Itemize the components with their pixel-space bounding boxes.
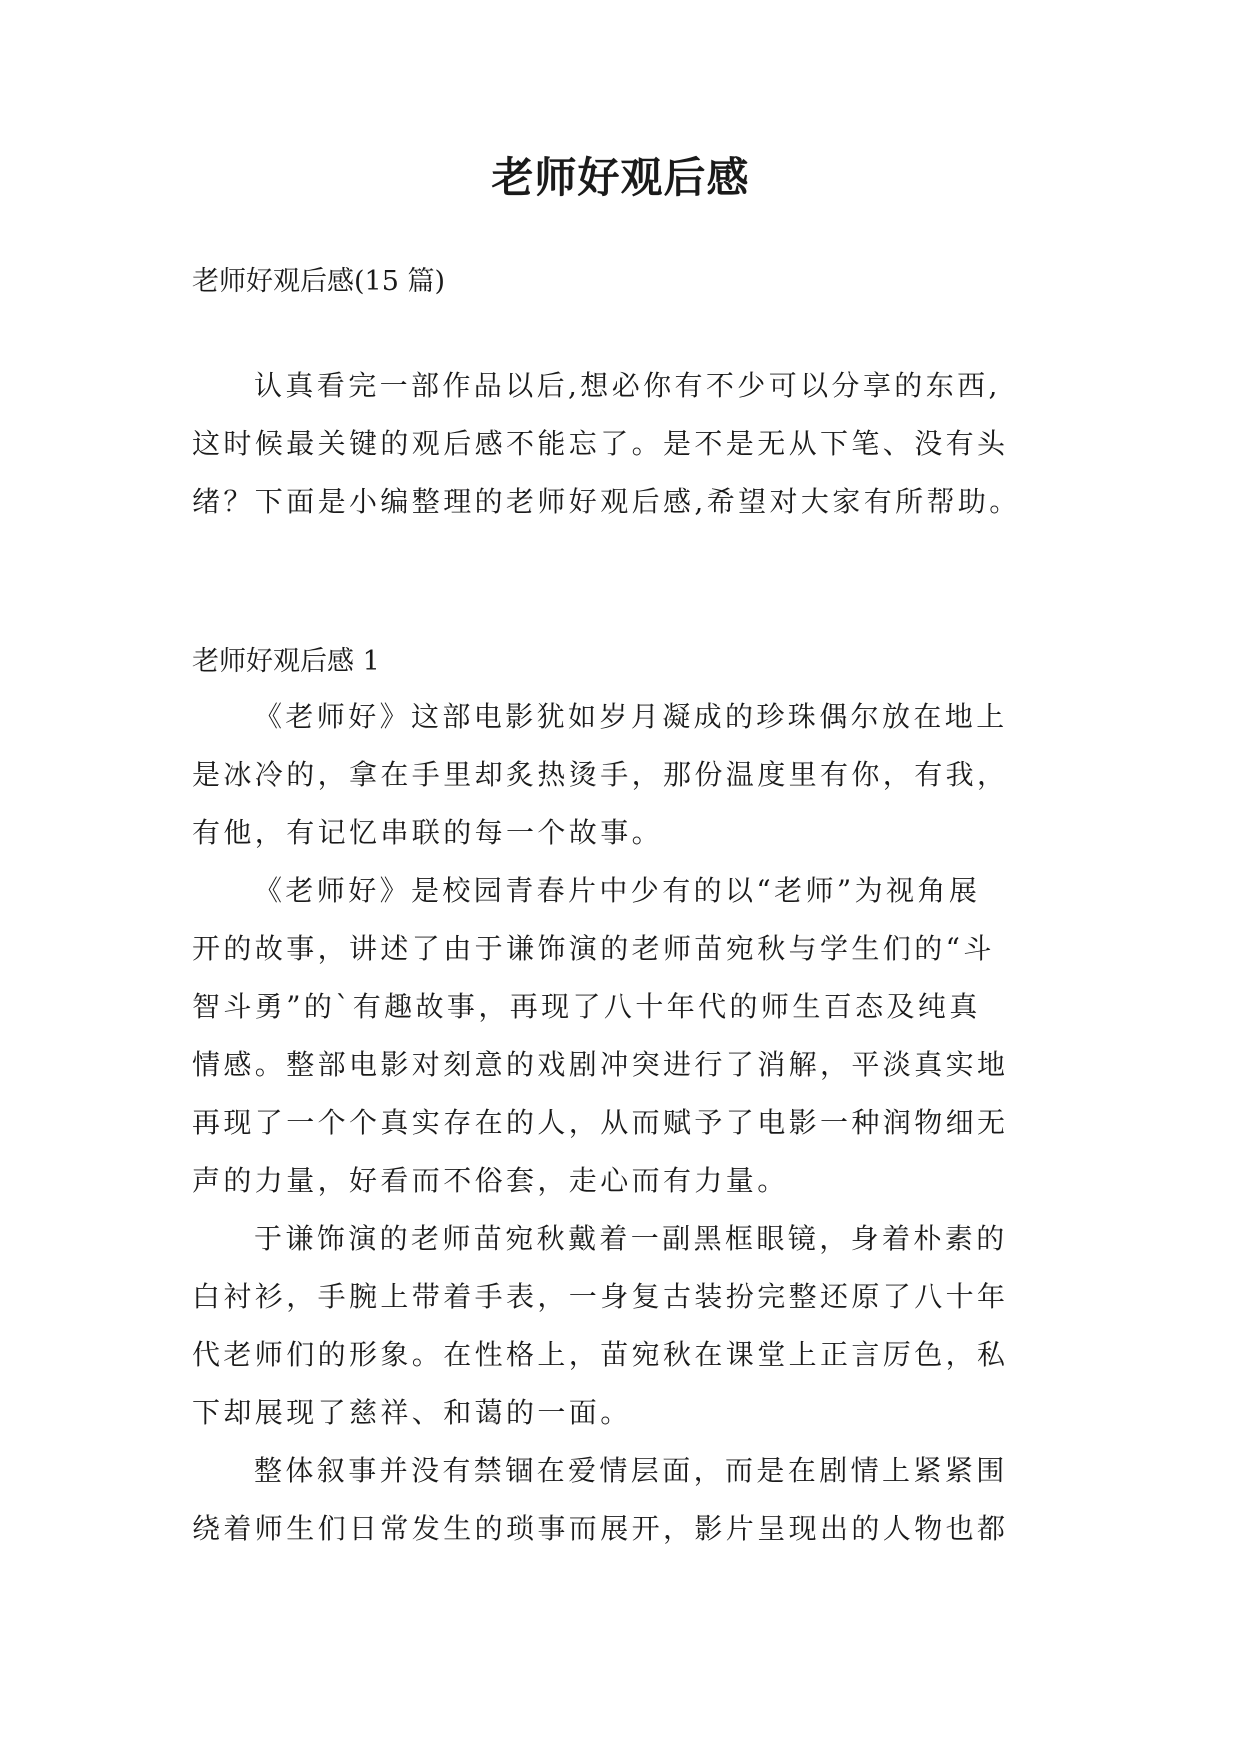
paragraph-line: 开的故事，讲述了由于谦饰演的老师苗宛秋与学生们的“斗 xyxy=(192,932,995,965)
paragraph-line: 再现了一个个真实存在的人，从而赋予了电影一种润物细无 xyxy=(192,1106,1009,1139)
paragraph-line: 声的力量，好看而不俗套，走心而有力量。 xyxy=(192,1164,789,1197)
intro-paragraph xyxy=(192,357,1052,531)
paragraph-line: 下却展现了慈祥、和蔼的一面。 xyxy=(192,1396,632,1429)
paragraph-line: 于谦饰演的老师苗宛秋戴着一副黑框眼镜，身着朴素的 xyxy=(254,1222,1008,1255)
paragraph-line: 绕着师生们日常发生的琐事而展开，影片呈现出的人物也都 xyxy=(192,1512,1009,1545)
document-title: 老师好观后感 xyxy=(491,153,750,202)
paragraph-line: 白衬衫，手腕上带着手表，一身复古装扮完整还原了八十年 xyxy=(192,1280,1009,1313)
paragraph-line: 是冰冷的，拿在手里却炙热烫手，那份温度里有你，有我， xyxy=(192,758,1009,791)
paragraph-line: 代老师们的形象。在性格上，苗宛秋在课堂上正言厉色，私 xyxy=(192,1338,1009,1371)
document-subtitle: 老师好观后感(15 篇) xyxy=(192,266,446,297)
paragraph-line: 这时候最关键的观后感不能忘了。是不是无从下笔、没有头 xyxy=(192,427,1009,460)
paragraph-line: 绪？下面是小编整理的老师好观后感,希望对大家有所帮助。 xyxy=(192,485,1021,518)
paragraph-line: 认真看完一部作品以后,想必你有不少可以分享的东西, xyxy=(254,369,1001,402)
section-heading: 老师好观后感 1 xyxy=(192,646,380,677)
paragraph-line: 《老师好》是校园青春片中少有的以“老师”为视角展 xyxy=(254,874,981,907)
paragraph-line: 整体叙事并没有禁锢在爱情层面，而是在剧情上紧紧围 xyxy=(254,1454,1008,1487)
paragraph-line: 有他，有记忆串联的每一个故事。 xyxy=(192,816,664,849)
paragraph-line: 《老师好》这部电影犹如岁月凝成的珍珠偶尔放在地上 xyxy=(254,700,1008,733)
body-text xyxy=(192,688,1052,1558)
paragraph-line: 情感。整部电影对刻意的戏剧冲突进行了消解，平淡真实地 xyxy=(192,1048,1009,1081)
paragraph-line: 智斗勇”的`有趣故事，再现了八十年代的师生百态及纯真 xyxy=(192,990,981,1023)
